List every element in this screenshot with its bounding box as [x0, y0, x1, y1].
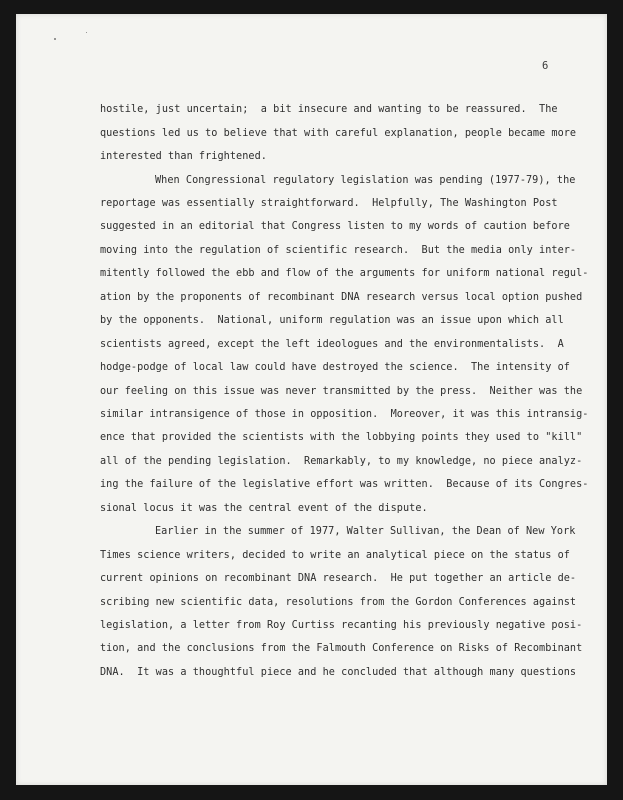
paragraph-start-line: When Congressional regulatory legislation was pending (1977-79), the: [155, 175, 576, 186]
text-line: interested than frightened.: [100, 151, 267, 162]
text-line: ation by the proponents of recombinant DNA research versus local option pushed: [100, 292, 583, 303]
text-line: reportage was essentially straightforward. Helpfully, The Washington Post: [100, 198, 558, 209]
text-line: Times science writers, decided to write an analytical piece on the status of: [100, 550, 570, 561]
text-line: all of the pending legislation. Remarkably, to my knowledge, no piece analyz-: [100, 456, 583, 467]
paper-speck: [54, 38, 56, 40]
text-line: current opinions on recombinant DNA research. He put together an article de-: [100, 573, 577, 584]
text-line: sional locus it was the central event of the dispute.: [100, 503, 428, 514]
text-line: DNA. It was a thoughtful piece and he concluded that although many questions: [100, 667, 577, 678]
text-line: scientists agreed, except the left ideologues and the environmentalists. A: [100, 339, 564, 350]
text-line: by the opponents. National, uniform regulation was an issue upon which all: [100, 315, 564, 326]
text-line: moving into the regulation of scientific research. But the media only inter-: [100, 245, 577, 256]
paragraph-start-line: Earlier in the summer of 1977, Walter Sullivan, the Dean of New York: [155, 526, 576, 537]
text-line: hostile, just uncertain; a bit insecure and wanting to be reassured. The: [100, 104, 558, 115]
document-page: [16, 14, 607, 785]
text-line: mitently followed the ebb and flow of the arguments for uniform national regul-: [100, 268, 589, 279]
text-line: ing the failure of the legislative effort was written. Because of its Congres-: [100, 479, 589, 490]
text-line: our feeling on this issue was never transmitted by the press. Neither was the: [100, 386, 583, 397]
paper-speck: [86, 32, 87, 33]
text-line: legislation, a letter from Roy Curtiss recanting his previously negative posi-: [100, 620, 583, 631]
text-line: suggested in an editorial that Congress listen to my words of caution before: [100, 221, 570, 232]
text-line: similar intransigence of those in opposition. Moreover, it was this intransig-: [100, 409, 589, 420]
text-line: hodge-podge of local law could have destroyed the science. The intensity of: [100, 362, 570, 373]
page-number: 6: [542, 60, 549, 72]
text-line: ence that provided the scientists with the lobbying points they used to "kill": [100, 432, 583, 443]
text-line: scribing new scientific data, resolutions from the Gordon Conferences against: [100, 597, 577, 608]
text-line: tion, and the conclusions from the Falmouth Conference on Risks of Recombinant: [100, 643, 583, 654]
text-line: questions led us to believe that with careful explanation, people became more: [100, 128, 577, 139]
